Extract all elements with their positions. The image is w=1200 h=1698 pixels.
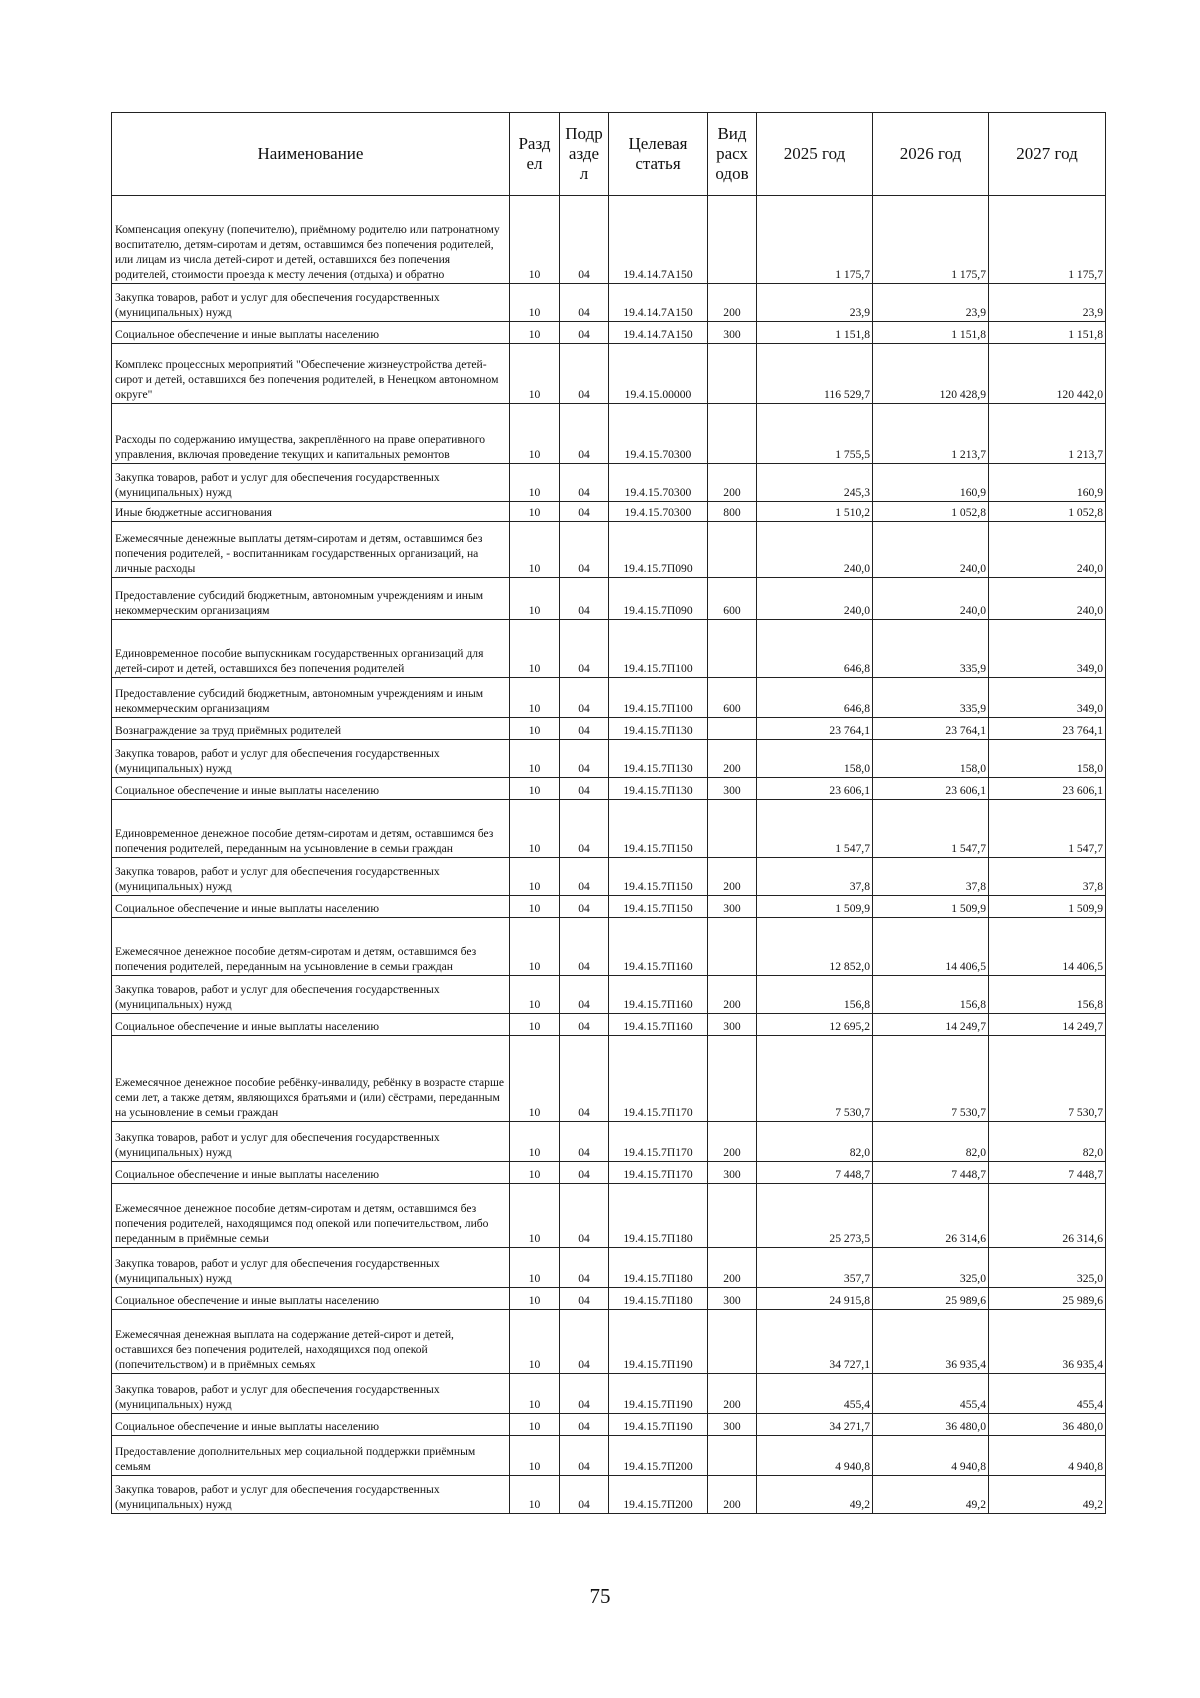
table-row xyxy=(112,344,1106,404)
row-target: 19.4.15.7П170 xyxy=(609,1036,708,1122)
row-name: Закупка товаров, работ и услуг для обеспечения государственных (муниципальных) нужд xyxy=(112,976,510,1014)
row-2025: 12 695,2 xyxy=(757,1014,873,1036)
row-2027: 120 442,0 xyxy=(989,344,1106,404)
row-expense-type xyxy=(708,1036,757,1122)
row-2025: 646,8 xyxy=(757,678,873,718)
row-2025: 1 509,9 xyxy=(757,896,873,918)
row-expense-type xyxy=(708,620,757,678)
row-name: Социальное обеспечение и иные выплаты населению xyxy=(112,322,510,344)
row-subsection: 04 xyxy=(560,344,609,404)
row-section: 10 xyxy=(510,1036,560,1122)
row-2025: 240,0 xyxy=(757,578,873,620)
row-section: 10 xyxy=(510,464,560,502)
row-2026: 82,0 xyxy=(873,1122,989,1162)
row-name: Вознаграждение за труд приёмных родителей xyxy=(112,718,510,740)
row-expense-type: 600 xyxy=(708,578,757,620)
row-2026: 335,9 xyxy=(873,620,989,678)
table-body xyxy=(112,196,1106,1514)
row-name: Предоставление субсидий бюджетным, автономным учреждениям и иным некоммерческим организациям xyxy=(112,578,510,620)
table-row xyxy=(112,1476,1106,1514)
row-2027: 158,0 xyxy=(989,740,1106,778)
row-2026: 23 764,1 xyxy=(873,718,989,740)
row-expense-type: 200 xyxy=(708,976,757,1014)
row-2027: 37,8 xyxy=(989,858,1106,896)
row-expense-type: 300 xyxy=(708,778,757,800)
row-2027: 455,4 xyxy=(989,1374,1106,1414)
row-2026: 49,2 xyxy=(873,1476,989,1514)
row-expense-type: 300 xyxy=(708,1162,757,1184)
row-target: 19.4.15.7П160 xyxy=(609,976,708,1014)
row-name: Закупка товаров, работ и услуг для обеспечения государственных (муниципальных) нужд xyxy=(112,1476,510,1514)
row-subsection: 04 xyxy=(560,196,609,284)
row-name: Закупка товаров, работ и услуг для обеспечения государственных (муниципальных) нужд xyxy=(112,740,510,778)
row-name: Социальное обеспечение и иные выплаты населению xyxy=(112,896,510,918)
header-2026: 2026 год xyxy=(873,113,989,196)
table-row xyxy=(112,740,1106,778)
table-row xyxy=(112,522,1106,578)
row-2026: 1 052,8 xyxy=(873,502,989,522)
table-row xyxy=(112,1122,1106,1162)
row-2027: 1 151,8 xyxy=(989,322,1106,344)
row-2027: 1 213,7 xyxy=(989,404,1106,464)
table-row xyxy=(112,896,1106,918)
table-row xyxy=(112,1288,1106,1310)
table-row xyxy=(112,976,1106,1014)
table-row xyxy=(112,196,1106,284)
table-row xyxy=(112,1248,1106,1288)
row-target: 19.4.15.7П150 xyxy=(609,800,708,858)
row-subsection: 04 xyxy=(560,522,609,578)
row-expense-type: 300 xyxy=(708,896,757,918)
row-expense-type: 300 xyxy=(708,1414,757,1436)
row-expense-type: 800 xyxy=(708,502,757,522)
row-2027: 14 406,5 xyxy=(989,918,1106,976)
table-row xyxy=(112,1374,1106,1414)
row-2027: 7 530,7 xyxy=(989,1036,1106,1122)
row-expense-type xyxy=(708,1436,757,1476)
row-subsection: 04 xyxy=(560,1248,609,1288)
row-2026: 156,8 xyxy=(873,976,989,1014)
row-2026: 1 547,7 xyxy=(873,800,989,858)
row-2025: 23,9 xyxy=(757,284,873,322)
row-2026: 37,8 xyxy=(873,858,989,896)
row-section: 10 xyxy=(510,1014,560,1036)
row-expense-type xyxy=(708,196,757,284)
row-target: 19.4.15.7П130 xyxy=(609,718,708,740)
row-expense-type xyxy=(708,344,757,404)
row-subsection: 04 xyxy=(560,1036,609,1122)
row-name: Социальное обеспечение и иные выплаты населению xyxy=(112,1414,510,1436)
row-expense-type xyxy=(708,522,757,578)
row-2027: 1 509,9 xyxy=(989,896,1106,918)
row-2026: 36 480,0 xyxy=(873,1414,989,1436)
row-subsection: 04 xyxy=(560,1436,609,1476)
table-row xyxy=(112,1310,1106,1374)
table-row xyxy=(112,1014,1106,1036)
row-2026: 1 151,8 xyxy=(873,322,989,344)
row-subsection: 04 xyxy=(560,1184,609,1248)
row-subsection: 04 xyxy=(560,502,609,522)
row-section: 10 xyxy=(510,578,560,620)
row-2027: 349,0 xyxy=(989,620,1106,678)
row-expense-type: 200 xyxy=(708,858,757,896)
row-section: 10 xyxy=(510,1122,560,1162)
row-2026: 160,9 xyxy=(873,464,989,502)
row-2025: 116 529,7 xyxy=(757,344,873,404)
row-section: 10 xyxy=(510,800,560,858)
row-expense-type xyxy=(708,404,757,464)
row-section: 10 xyxy=(510,1436,560,1476)
table-row xyxy=(112,858,1106,896)
row-target: 19.4.15.7П150 xyxy=(609,858,708,896)
row-name: Закупка товаров, работ и услуг для обеспечения государственных (муниципальных) нужд xyxy=(112,1248,510,1288)
row-2025: 4 940,8 xyxy=(757,1436,873,1476)
row-2026: 23 606,1 xyxy=(873,778,989,800)
row-subsection: 04 xyxy=(560,1476,609,1514)
header-expense-type: Вид расх одов xyxy=(708,113,757,196)
table-row xyxy=(112,1162,1106,1184)
row-target: 19.4.15.7П170 xyxy=(609,1162,708,1184)
table-row xyxy=(112,1184,1106,1248)
row-2025: 240,0 xyxy=(757,522,873,578)
row-2025: 1 151,8 xyxy=(757,322,873,344)
row-section: 10 xyxy=(510,284,560,322)
row-2027: 49,2 xyxy=(989,1476,1106,1514)
table-row xyxy=(112,718,1106,740)
header-2027: 2027 год xyxy=(989,113,1106,196)
table-row xyxy=(112,1036,1106,1122)
row-expense-type: 300 xyxy=(708,1288,757,1310)
row-2027: 349,0 xyxy=(989,678,1106,718)
row-section: 10 xyxy=(510,1374,560,1414)
row-expense-type xyxy=(708,718,757,740)
row-2026: 26 314,6 xyxy=(873,1184,989,1248)
row-section: 10 xyxy=(510,196,560,284)
row-2025: 357,7 xyxy=(757,1248,873,1288)
row-2027: 23 606,1 xyxy=(989,778,1106,800)
row-expense-type: 200 xyxy=(708,1122,757,1162)
row-subsection: 04 xyxy=(560,778,609,800)
row-section: 10 xyxy=(510,522,560,578)
row-2025: 245,3 xyxy=(757,464,873,502)
row-target: 19.4.15.7П130 xyxy=(609,740,708,778)
row-section: 10 xyxy=(510,718,560,740)
row-section: 10 xyxy=(510,1162,560,1184)
row-name: Компенсация опекуну (попечителю), приёмному родителю или патронатному воспитателю, детям-сиротам и детям, оставшимся без попечения родителей, или лицам из числа детей-сирот и детей, оставшихся без попечения родителей, стоимости проезда к месту лечения (отдыха) и обратно xyxy=(112,196,510,284)
row-subsection: 04 xyxy=(560,740,609,778)
row-subsection: 04 xyxy=(560,322,609,344)
row-target: 19.4.15.7П200 xyxy=(609,1436,708,1476)
row-2026: 455,4 xyxy=(873,1374,989,1414)
row-section: 10 xyxy=(510,344,560,404)
row-2027: 1 175,7 xyxy=(989,196,1106,284)
row-expense-type: 200 xyxy=(708,740,757,778)
row-2025: 23 606,1 xyxy=(757,778,873,800)
row-2025: 82,0 xyxy=(757,1122,873,1162)
row-2025: 1 755,5 xyxy=(757,404,873,464)
row-section: 10 xyxy=(510,620,560,678)
header-name: Наименование xyxy=(112,113,510,196)
table-row xyxy=(112,284,1106,322)
row-expense-type: 300 xyxy=(708,1014,757,1036)
row-2026: 23,9 xyxy=(873,284,989,322)
row-name: Предоставление субсидий бюджетным, автономным учреждениям и иным некоммерческим организациям xyxy=(112,678,510,718)
row-expense-type xyxy=(708,800,757,858)
table-row xyxy=(112,322,1106,344)
row-subsection: 04 xyxy=(560,976,609,1014)
header-row xyxy=(112,113,1106,196)
row-target: 19.4.15.7П200 xyxy=(609,1476,708,1514)
row-target: 19.4.15.7П150 xyxy=(609,896,708,918)
row-2026: 325,0 xyxy=(873,1248,989,1288)
row-name: Единовременное пособие выпускникам государственных организаций для детей-сирот и детей, оставшихся без попечения родителей xyxy=(112,620,510,678)
row-section: 10 xyxy=(510,778,560,800)
row-name: Закупка товаров, работ и услуг для обеспечения государственных (муниципальных) нужд xyxy=(112,858,510,896)
row-expense-type xyxy=(708,1184,757,1248)
row-target: 19.4.15.7П100 xyxy=(609,678,708,718)
row-2027: 240,0 xyxy=(989,578,1106,620)
row-2025: 646,8 xyxy=(757,620,873,678)
row-2027: 7 448,7 xyxy=(989,1162,1106,1184)
budget-table xyxy=(111,112,1106,1514)
row-section: 10 xyxy=(510,1248,560,1288)
row-name: Ежемесячное денежное пособие детям-сиротам и детям, оставшимся без попечения родителей, переданным на усыновление в семьи граждан xyxy=(112,918,510,976)
row-target: 19.4.15.70300 xyxy=(609,404,708,464)
row-name: Предоставление дополнительных мер социальной поддержки приёмным семьям xyxy=(112,1436,510,1476)
row-2025: 24 915,8 xyxy=(757,1288,873,1310)
row-subsection: 04 xyxy=(560,578,609,620)
row-target: 19.4.14.7А150 xyxy=(609,322,708,344)
row-name: Закупка товаров, работ и услуг для обеспечения государственных (муниципальных) нужд xyxy=(112,1122,510,1162)
row-name: Социальное обеспечение и иные выплаты населению xyxy=(112,778,510,800)
row-section: 10 xyxy=(510,678,560,718)
row-subsection: 04 xyxy=(560,1374,609,1414)
table-row xyxy=(112,578,1106,620)
row-2025: 7 530,7 xyxy=(757,1036,873,1122)
row-2026: 240,0 xyxy=(873,578,989,620)
row-target: 19.4.15.7П180 xyxy=(609,1248,708,1288)
row-name: Социальное обеспечение и иные выплаты населению xyxy=(112,1162,510,1184)
row-name: Единовременное денежное пособие детям-сиротам и детям, оставшимся без попечения родителей, переданным на усыновление в семьи граждан xyxy=(112,800,510,858)
row-expense-type: 200 xyxy=(708,464,757,502)
row-target: 19.4.15.7П100 xyxy=(609,620,708,678)
table-row xyxy=(112,778,1106,800)
row-2027: 1 547,7 xyxy=(989,800,1106,858)
row-name: Закупка товаров, работ и услуг для обеспечения государственных (муниципальных) нужд xyxy=(112,464,510,502)
row-2027: 240,0 xyxy=(989,522,1106,578)
row-section: 10 xyxy=(510,1184,560,1248)
row-expense-type: 200 xyxy=(708,1374,757,1414)
table-row xyxy=(112,502,1106,522)
row-section: 10 xyxy=(510,1310,560,1374)
row-expense-type: 200 xyxy=(708,1476,757,1514)
row-2026: 335,9 xyxy=(873,678,989,718)
row-subsection: 04 xyxy=(560,1288,609,1310)
row-2025: 1 547,7 xyxy=(757,800,873,858)
row-expense-type: 200 xyxy=(708,1248,757,1288)
row-section: 10 xyxy=(510,1288,560,1310)
header-section: Разд ел xyxy=(510,113,560,196)
table-row xyxy=(112,800,1106,858)
row-2027: 14 249,7 xyxy=(989,1014,1106,1036)
row-2025: 23 764,1 xyxy=(757,718,873,740)
row-2025: 25 273,5 xyxy=(757,1184,873,1248)
row-target: 19.4.14.7А150 xyxy=(609,196,708,284)
row-name: Комплекс процессных мероприятий "Обеспечение жизнеустройства детей-сирот и детей, оставшихся без попечения родителей, в Ненецком автономном округе" xyxy=(112,344,510,404)
row-subsection: 04 xyxy=(560,1162,609,1184)
row-subsection: 04 xyxy=(560,678,609,718)
row-section: 10 xyxy=(510,858,560,896)
row-target: 19.4.15.7П190 xyxy=(609,1414,708,1436)
row-2027: 23,9 xyxy=(989,284,1106,322)
row-section: 10 xyxy=(510,896,560,918)
row-name: Социальное обеспечение и иные выплаты населению xyxy=(112,1014,510,1036)
row-2025: 455,4 xyxy=(757,1374,873,1414)
row-name: Ежемесячная денежная выплата на содержание детей-сирот и детей, оставшихся без попечения родителей, находящихся под опекой (попечительством) и в приёмных семьях xyxy=(112,1310,510,1374)
row-expense-type: 300 xyxy=(708,322,757,344)
row-2027: 325,0 xyxy=(989,1248,1106,1288)
row-2026: 4 940,8 xyxy=(873,1436,989,1476)
row-2027: 1 052,8 xyxy=(989,502,1106,522)
row-2025: 34 727,1 xyxy=(757,1310,873,1374)
row-target: 19.4.15.7П160 xyxy=(609,1014,708,1036)
row-2025: 49,2 xyxy=(757,1476,873,1514)
row-2027: 25 989,6 xyxy=(989,1288,1106,1310)
row-section: 10 xyxy=(510,1414,560,1436)
row-target: 19.4.15.7П130 xyxy=(609,778,708,800)
row-2026: 1 213,7 xyxy=(873,404,989,464)
row-2025: 1 510,2 xyxy=(757,502,873,522)
row-2025: 1 175,7 xyxy=(757,196,873,284)
row-2027: 82,0 xyxy=(989,1122,1106,1162)
row-2026: 36 935,4 xyxy=(873,1310,989,1374)
row-2027: 26 314,6 xyxy=(989,1184,1106,1248)
header-target: Целевая статья xyxy=(609,113,708,196)
row-section: 10 xyxy=(510,918,560,976)
row-section: 10 xyxy=(510,404,560,464)
page-number: 75 xyxy=(589,1584,611,1608)
table-row xyxy=(112,1436,1106,1476)
row-target: 19.4.15.7П190 xyxy=(609,1374,708,1414)
row-2026: 7 530,7 xyxy=(873,1036,989,1122)
row-section: 10 xyxy=(510,1476,560,1514)
row-2026: 25 989,6 xyxy=(873,1288,989,1310)
row-subsection: 04 xyxy=(560,1310,609,1374)
row-subsection: 04 xyxy=(560,918,609,976)
row-target: 19.4.15.7П190 xyxy=(609,1310,708,1374)
row-subsection: 04 xyxy=(560,620,609,678)
row-subsection: 04 xyxy=(560,858,609,896)
row-2025: 34 271,7 xyxy=(757,1414,873,1436)
row-subsection: 04 xyxy=(560,718,609,740)
header-2025: 2025 год xyxy=(757,113,873,196)
row-target: 19.4.15.70300 xyxy=(609,464,708,502)
row-2027: 4 940,8 xyxy=(989,1436,1106,1476)
table-row xyxy=(112,1414,1106,1436)
row-2026: 240,0 xyxy=(873,522,989,578)
row-subsection: 04 xyxy=(560,284,609,322)
table-row xyxy=(112,464,1106,502)
row-2027: 23 764,1 xyxy=(989,718,1106,740)
row-2026: 120 428,9 xyxy=(873,344,989,404)
row-name: Закупка товаров, работ и услуг для обеспечения государственных (муниципальных) нужд xyxy=(112,1374,510,1414)
row-name: Закупка товаров, работ и услуг для обеспечения государственных (муниципальных) нужд xyxy=(112,284,510,322)
row-2026: 158,0 xyxy=(873,740,989,778)
row-2026: 14 406,5 xyxy=(873,918,989,976)
row-subsection: 04 xyxy=(560,464,609,502)
row-name: Социальное обеспечение и иные выплаты населению xyxy=(112,1288,510,1310)
row-subsection: 04 xyxy=(560,1414,609,1436)
row-2025: 12 852,0 xyxy=(757,918,873,976)
row-subsection: 04 xyxy=(560,1014,609,1036)
row-expense-type xyxy=(708,1310,757,1374)
table-row xyxy=(112,404,1106,464)
row-name: Иные бюджетные ассигнования xyxy=(112,502,510,522)
row-subsection: 04 xyxy=(560,1122,609,1162)
row-target: 19.4.15.7П180 xyxy=(609,1184,708,1248)
row-2026: 7 448,7 xyxy=(873,1162,989,1184)
row-target: 19.4.15.7П090 xyxy=(609,578,708,620)
row-target: 19.4.15.7П170 xyxy=(609,1122,708,1162)
row-section: 10 xyxy=(510,740,560,778)
row-target: 19.4.15.7П160 xyxy=(609,918,708,976)
row-2027: 160,9 xyxy=(989,464,1106,502)
row-subsection: 04 xyxy=(560,404,609,464)
row-2026: 1 175,7 xyxy=(873,196,989,284)
row-2025: 37,8 xyxy=(757,858,873,896)
row-target: 19.4.15.00000 xyxy=(609,344,708,404)
header-subsection: Подр азде л xyxy=(560,113,609,196)
row-target: 19.4.15.70300 xyxy=(609,502,708,522)
row-name: Ежемесячное денежное пособие детям-сиротам и детям, оставшимся без попечения родителей, находящимся под опекой или попечительством, либо переданным в приёмные семьи xyxy=(112,1184,510,1248)
row-2025: 158,0 xyxy=(757,740,873,778)
row-2026: 1 509,9 xyxy=(873,896,989,918)
row-2026: 14 249,7 xyxy=(873,1014,989,1036)
row-expense-type: 600 xyxy=(708,678,757,718)
row-target: 19.4.15.7П180 xyxy=(609,1288,708,1310)
table-row xyxy=(112,678,1106,718)
table-row xyxy=(112,918,1106,976)
row-subsection: 04 xyxy=(560,800,609,858)
row-2025: 7 448,7 xyxy=(757,1162,873,1184)
row-target: 19.4.15.7П090 xyxy=(609,522,708,578)
row-target: 19.4.14.7А150 xyxy=(609,284,708,322)
row-2027: 156,8 xyxy=(989,976,1106,1014)
row-expense-type xyxy=(708,918,757,976)
row-name: Ежемесячное денежное пособие ребёнку-инвалиду, ребёнку в возрасте старше семи лет, а также детям, являющихся братьями и (или) сёстрами, переданным на усыновление в семьи граждан xyxy=(112,1036,510,1122)
row-name: Расходы по содержанию имущества, закреплённого на праве оперативного управления, включая проведение текущих и капитальных ремонтов xyxy=(112,404,510,464)
row-subsection: 04 xyxy=(560,896,609,918)
row-section: 10 xyxy=(510,976,560,1014)
row-name: Ежемесячные денежные выплаты детям-сиротам и детям, оставшимся без попечения родителей, - воспитанникам государственных организаций, на личные расходы xyxy=(112,522,510,578)
row-2025: 156,8 xyxy=(757,976,873,1014)
row-section: 10 xyxy=(510,502,560,522)
table-row xyxy=(112,620,1106,678)
row-section: 10 xyxy=(510,322,560,344)
row-2027: 36 935,4 xyxy=(989,1310,1106,1374)
row-2027: 36 480,0 xyxy=(989,1414,1106,1436)
row-expense-type: 200 xyxy=(708,284,757,322)
